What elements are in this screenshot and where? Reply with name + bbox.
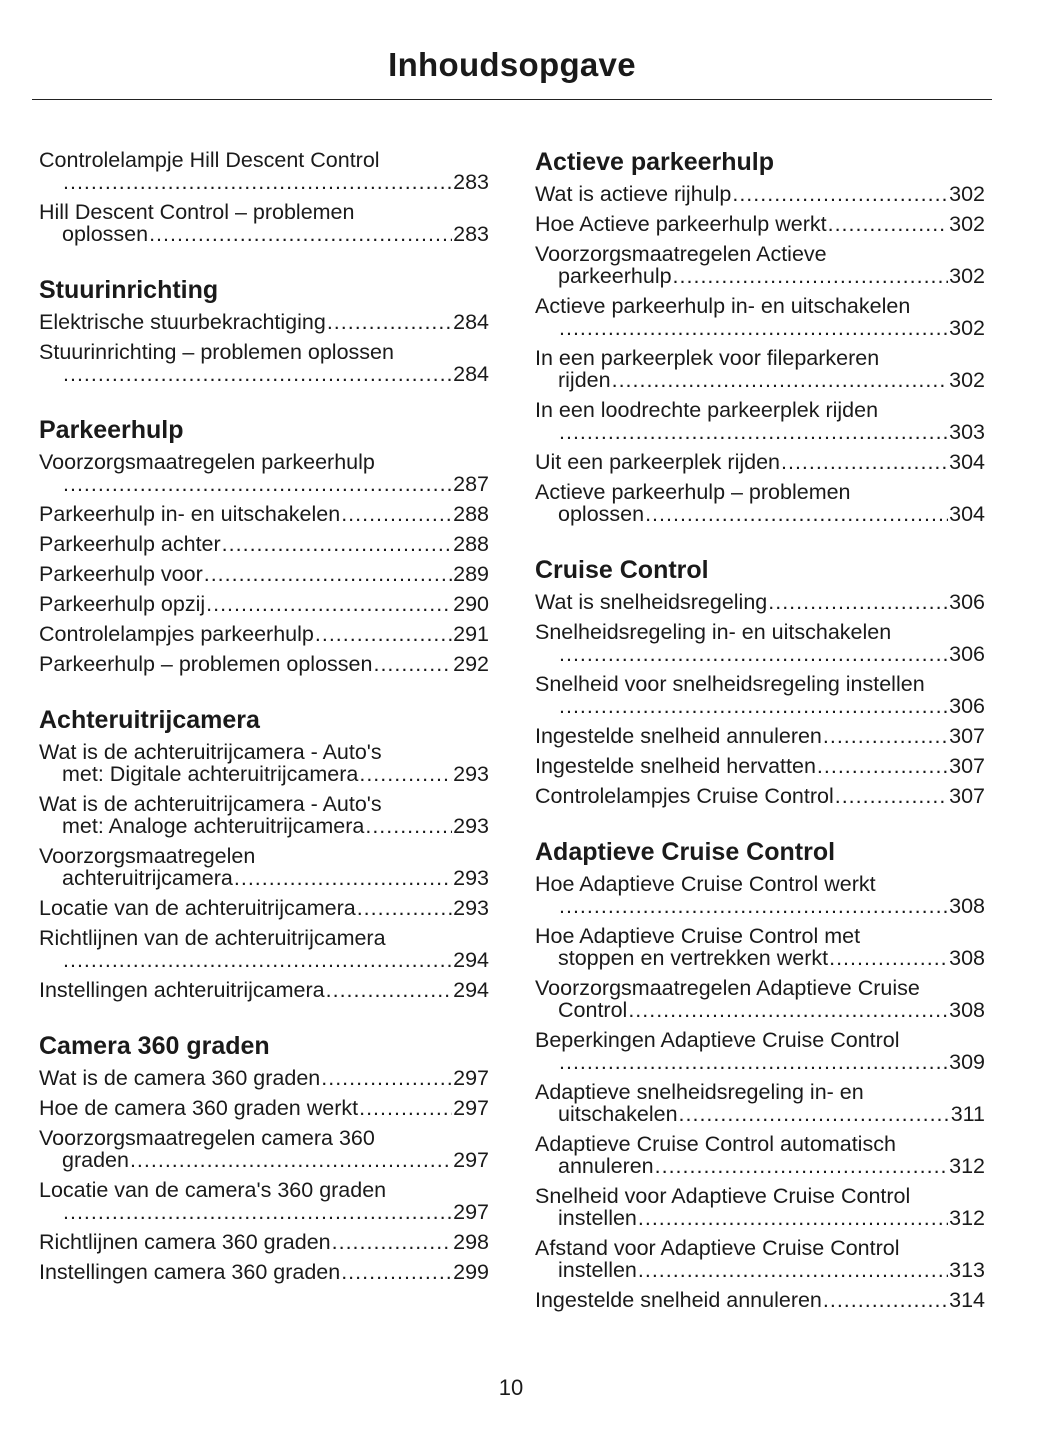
entry-title: Hoe Adaptieve Cruise Control werkt <box>535 872 876 896</box>
entry-title: Parkeerhulp opzij <box>39 592 206 616</box>
entry-line <box>39 923 489 950</box>
dot-leader <box>823 721 948 751</box>
toc-section <box>39 413 489 679</box>
entry-page: 312 <box>949 1206 985 1230</box>
toc-entry[interactable] <box>535 973 985 1025</box>
entry-line-continued <box>39 1197 489 1227</box>
entry-page: 302 <box>949 316 985 340</box>
entry-line-continued <box>535 1099 985 1129</box>
dot-leader <box>204 559 452 589</box>
dot-leader <box>63 359 452 389</box>
entry-title: Wat is snelheidsregeling <box>535 590 768 614</box>
entry-page: 288 <box>453 532 489 556</box>
dot-leader <box>559 691 948 721</box>
entry-title-continued: Control <box>558 998 628 1022</box>
dot-leader <box>365 811 452 841</box>
toc-entry[interactable] <box>535 179 985 209</box>
entry-title: Wat is de camera 360 graden <box>39 1066 321 1090</box>
entry-line-continued <box>535 891 985 921</box>
entry-title-continued: achteruitrijcamera <box>62 866 233 890</box>
page-title: Inhoudsopgave <box>388 46 636 83</box>
toc-entry[interactable] <box>39 1257 489 1287</box>
entry-line <box>39 559 489 589</box>
entry-page: 304 <box>949 450 985 474</box>
entry-line <box>535 751 985 781</box>
entry-page: 288 <box>453 502 489 526</box>
entry-line-continued <box>39 1145 489 1175</box>
dot-leader <box>655 1151 948 1181</box>
entry-line <box>535 1285 985 1315</box>
dot-leader <box>835 781 948 811</box>
toc-entry[interactable] <box>39 789 489 841</box>
section-heading: Actieve parkeerhulp <box>535 148 774 176</box>
toc-section <box>39 1029 489 1287</box>
dot-leader <box>130 1145 452 1175</box>
entry-line-continued <box>535 691 985 721</box>
toc-entry[interactable] <box>39 841 489 893</box>
dot-leader <box>327 307 452 337</box>
entry-line <box>39 619 489 649</box>
entry-page: 306 <box>949 642 985 666</box>
toc-entry[interactable] <box>39 1123 489 1175</box>
toc-entry[interactable] <box>535 1077 985 1129</box>
entry-title: Voorzorgsmaatregelen parkeerhulp <box>39 450 375 474</box>
entry-page: 283 <box>453 170 489 194</box>
toc-section <box>535 145 985 529</box>
entry-page: 299 <box>453 1260 489 1284</box>
entry-title: Actieve parkeerhulp in- en uitschakelen <box>535 294 911 318</box>
entry-line <box>39 975 489 1005</box>
entry-line <box>535 1077 985 1104</box>
toc-entry[interactable] <box>535 239 985 291</box>
entry-title-continued: graden <box>62 1148 129 1172</box>
entry-title-continued: rijden <box>558 368 611 392</box>
entry-title: Ingestelde snelheid annuleren <box>535 724 822 748</box>
dot-leader <box>638 1255 948 1285</box>
dot-leader <box>679 1099 950 1129</box>
dot-leader <box>341 1257 452 1287</box>
dot-leader <box>357 893 452 923</box>
entry-line <box>39 197 489 224</box>
toc-entry[interactable] <box>535 921 985 973</box>
entry-line <box>39 1123 489 1150</box>
entry-title: Locatie van de achteruitrijcamera <box>39 896 356 920</box>
entry-title: Hoe Actieve parkeerhulp werkt <box>535 212 827 236</box>
entry-page: 297 <box>453 1096 489 1120</box>
entry-page: 307 <box>949 754 985 778</box>
entry-line-continued <box>535 943 985 973</box>
entry-title: Hill Descent Control – problemen <box>39 200 355 224</box>
dot-leader <box>222 529 452 559</box>
entry-line <box>535 239 985 266</box>
entry-page: 294 <box>453 978 489 1002</box>
toc-entry[interactable] <box>39 1175 489 1227</box>
entry-page: 308 <box>949 998 985 1022</box>
toc-entry[interactable] <box>535 209 985 239</box>
dot-leader <box>628 995 948 1025</box>
dot-leader <box>149 219 452 249</box>
dot-leader <box>559 891 948 921</box>
entry-line <box>39 1063 489 1093</box>
dot-leader <box>559 313 948 343</box>
entry-line <box>39 529 489 559</box>
entry-line-continued <box>535 639 985 669</box>
entry-page: 293 <box>453 866 489 890</box>
toc-entry[interactable] <box>535 617 985 669</box>
toc-entry[interactable] <box>39 559 489 589</box>
entry-title-continued: instellen <box>558 1206 637 1230</box>
toc-entry[interactable] <box>535 869 985 921</box>
entry-page: 302 <box>949 368 985 392</box>
dot-leader <box>559 417 948 447</box>
toc-entry[interactable] <box>535 1285 985 1315</box>
toc-entry[interactable] <box>535 751 985 781</box>
toc-entry[interactable] <box>535 587 985 617</box>
toc-entry[interactable] <box>535 291 985 343</box>
entry-title: Instellingen achteruitrijcamera <box>39 978 325 1002</box>
entry-page: 302 <box>949 182 985 206</box>
toc-entry[interactable] <box>39 197 489 249</box>
entry-line-continued <box>535 261 985 291</box>
entry-title: Wat is de achteruitrijcamera - Auto's <box>39 740 382 764</box>
dot-leader <box>828 209 949 239</box>
dot-leader <box>781 447 948 477</box>
toc-entry[interactable] <box>39 923 489 975</box>
entry-page: 311 <box>950 1102 985 1126</box>
entry-line-continued <box>535 417 985 447</box>
entry-page: 308 <box>949 946 985 970</box>
entry-line <box>39 307 489 337</box>
entry-line <box>535 343 985 370</box>
entry-title: Richtlijnen van de achteruitrijcamera <box>39 926 386 950</box>
entry-title: Stuurinrichting – problemen oplossen <box>39 340 394 364</box>
section-heading: Adaptieve Cruise Control <box>535 838 836 866</box>
entry-title-continued: annuleren <box>558 1154 654 1178</box>
dot-leader <box>817 751 948 781</box>
entry-title-continued: met: Analoge achteruitrijcamera <box>62 814 365 838</box>
toc-entry[interactable] <box>39 529 489 559</box>
entry-line-continued <box>535 499 985 529</box>
entry-line <box>39 1257 489 1287</box>
entry-title: Controlelampjes parkeerhulp <box>39 622 314 646</box>
toc-entry[interactable] <box>535 447 985 477</box>
entry-line-continued <box>39 811 489 841</box>
toc-entry[interactable] <box>535 781 985 811</box>
entry-line <box>535 291 985 318</box>
entry-title: Elektrische stuurbekrachtiging <box>39 310 326 334</box>
toc-entry[interactable] <box>535 477 985 529</box>
entry-line <box>535 395 985 422</box>
entry-title: Parkeerhulp voor <box>39 562 203 586</box>
entry-line <box>39 1175 489 1202</box>
entry-line <box>535 209 985 239</box>
entry-page: 308 <box>949 894 985 918</box>
entry-title: Actieve parkeerhulp – problemen <box>535 480 851 504</box>
entry-line <box>39 1227 489 1257</box>
entry-title: Parkeerhulp achter <box>39 532 221 556</box>
entry-line-continued <box>535 1047 985 1077</box>
dot-leader <box>559 1047 948 1077</box>
dot-leader <box>768 587 948 617</box>
toc-entry[interactable] <box>535 1233 985 1285</box>
entry-title: Controlelampje Hill Descent Control <box>39 148 380 172</box>
entry-line <box>535 869 985 896</box>
entry-page: 293 <box>453 762 489 786</box>
entry-title: Instellingen camera 360 graden <box>39 1260 341 1284</box>
entry-line <box>39 737 489 764</box>
entry-line <box>39 447 489 474</box>
entry-page: 302 <box>949 264 985 288</box>
entry-title: Wat is actieve rijhulp <box>535 182 732 206</box>
dot-leader <box>315 619 452 649</box>
entry-title: Adaptieve Cruise Control automatisch <box>535 1132 896 1156</box>
dot-leader <box>559 639 948 669</box>
entry-page: 297 <box>453 1148 489 1172</box>
entry-line <box>535 921 985 948</box>
toc-entry[interactable] <box>39 307 489 337</box>
entry-title: Afstand voor Adaptieve Cruise Control <box>535 1236 900 1260</box>
dot-leader <box>63 1197 452 1227</box>
entry-page: 297 <box>453 1200 489 1224</box>
entry-line <box>39 145 489 172</box>
toc-entry[interactable] <box>535 669 985 721</box>
title-divider <box>32 99 992 100</box>
entry-line-continued <box>39 945 489 975</box>
toc-entry[interactable] <box>535 1129 985 1181</box>
entry-page: 291 <box>453 622 489 646</box>
entry-title: Snelheidsregeling in- en uitschakelen <box>535 620 892 644</box>
entry-page: 306 <box>949 694 985 718</box>
entry-title: Parkeerhulp in- en uitschakelen <box>39 502 341 526</box>
entry-title: Hoe Adaptieve Cruise Control met <box>535 924 861 948</box>
entry-title-continued: oplossen <box>62 222 149 246</box>
toc-entry[interactable] <box>535 395 985 447</box>
entry-title: Wat is de achteruitrijcamera - Auto's <box>39 792 382 816</box>
entry-line <box>535 179 985 209</box>
entry-page: 304 <box>949 502 985 526</box>
toc-entry[interactable] <box>39 737 489 789</box>
entry-page: 287 <box>453 472 489 496</box>
entry-page: 312 <box>949 1154 985 1178</box>
entry-line-continued <box>39 759 489 789</box>
dot-leader <box>63 945 452 975</box>
toc-section <box>535 835 985 1315</box>
dot-leader <box>359 1093 452 1123</box>
entry-line <box>535 669 985 696</box>
entry-title: Beperkingen Adaptieve Cruise Control <box>535 1028 900 1052</box>
toc-entry[interactable] <box>39 619 489 649</box>
toc-entry[interactable] <box>39 1227 489 1257</box>
entry-title: In een loodrechte parkeerplek rijden <box>535 398 879 422</box>
entry-page: 297 <box>453 1066 489 1090</box>
page-number: 10 <box>498 1375 524 1400</box>
entry-line <box>535 1129 985 1156</box>
entry-title-continued: parkeerhulp <box>558 264 672 288</box>
entry-line <box>39 1093 489 1123</box>
dot-leader <box>326 975 453 1005</box>
entry-title: Adaptieve snelheidsregeling in- en <box>535 1080 864 1104</box>
dot-leader <box>341 499 452 529</box>
dot-leader <box>234 863 452 893</box>
entry-title-continued: met: Digitale achteruitrijcamera <box>62 762 359 786</box>
dot-leader <box>823 1285 948 1315</box>
toc-entry[interactable] <box>39 499 489 529</box>
toc-entry[interactable] <box>39 893 489 923</box>
dot-leader <box>638 1203 948 1233</box>
entry-line <box>535 587 985 617</box>
entry-page: 314 <box>949 1288 985 1312</box>
entry-page: 307 <box>949 784 985 808</box>
entry-title: Parkeerhulp – problemen oplossen <box>39 652 373 676</box>
section-heading: Achteruitrijcamera <box>39 706 260 734</box>
dot-leader <box>645 499 948 529</box>
entry-page: 290 <box>453 592 489 616</box>
entry-title: Uit een parkeerplek rijden <box>535 450 780 474</box>
toc-section <box>535 553 985 811</box>
entry-title-continued: oplossen <box>558 502 645 526</box>
entry-line-continued <box>39 219 489 249</box>
entry-line <box>535 781 985 811</box>
dot-leader <box>332 1227 453 1257</box>
entry-page: 303 <box>949 420 985 444</box>
entry-line <box>39 789 489 816</box>
entry-page: 306 <box>949 590 985 614</box>
dot-leader <box>673 261 949 291</box>
dot-leader <box>732 179 948 209</box>
toc-entry[interactable] <box>39 145 489 197</box>
entry-line <box>535 721 985 751</box>
toc-entry[interactable] <box>39 447 489 499</box>
entry-line <box>535 617 985 644</box>
dot-leader <box>829 943 948 973</box>
toc-entry[interactable] <box>535 1025 985 1077</box>
toc-section <box>39 703 489 1005</box>
entry-line <box>535 1181 985 1208</box>
entry-line <box>535 1233 985 1260</box>
entry-title: Hoe de camera 360 graden werkt <box>39 1096 359 1120</box>
entry-title: Snelheid voor Adaptieve Cruise Control <box>535 1184 911 1208</box>
toc-entry[interactable] <box>535 343 985 395</box>
entry-line <box>39 337 489 364</box>
entry-line <box>535 477 985 504</box>
entry-title: Ingestelde snelheid hervatten <box>535 754 816 778</box>
entry-line-continued <box>535 313 985 343</box>
entry-page: 302 <box>949 212 985 236</box>
section-heading: Stuurinrichting <box>39 276 219 304</box>
entry-title: Voorzorgsmaatregelen Adaptieve Cruise <box>535 976 920 1000</box>
entry-title: Locatie van de camera's 360 graden <box>39 1178 387 1202</box>
entry-title: Controlelampjes Cruise Control <box>535 784 834 808</box>
entry-line-continued <box>39 359 489 389</box>
entry-page: 309 <box>949 1050 985 1074</box>
toc-section <box>39 273 489 389</box>
entry-line-continued <box>535 995 985 1025</box>
toc-entry[interactable] <box>39 649 489 679</box>
entry-line <box>39 841 489 868</box>
toc-section <box>39 145 489 249</box>
entry-title-continued: stoppen en vertrekken werkt <box>558 946 829 970</box>
entry-line <box>39 649 489 679</box>
entry-page: 293 <box>453 896 489 920</box>
entry-title-continued: instellen <box>558 1258 637 1282</box>
toc-entry[interactable] <box>39 337 489 389</box>
entry-page: 284 <box>453 362 489 386</box>
toc-entry[interactable] <box>39 1063 489 1093</box>
entry-line <box>39 499 489 529</box>
entry-page: 293 <box>453 814 489 838</box>
entry-line-continued <box>535 1255 985 1285</box>
dot-leader <box>206 589 452 619</box>
entry-page: 292 <box>453 652 489 676</box>
toc-entry[interactable] <box>535 1181 985 1233</box>
entry-page: 298 <box>453 1230 489 1254</box>
entry-title: Voorzorgsmaatregelen <box>39 844 256 868</box>
entry-line-continued <box>535 1203 985 1233</box>
entry-line <box>39 893 489 923</box>
entry-title: In een parkeerplek voor fileparkeren <box>535 346 880 370</box>
toc-entry[interactable] <box>39 589 489 619</box>
entry-title: Snelheid voor snelheidsregeling instellen <box>535 672 925 696</box>
toc-entry[interactable] <box>39 975 489 1005</box>
entry-page: 307 <box>949 724 985 748</box>
section-heading: Parkeerhulp <box>39 416 184 444</box>
entry-title: Voorzorgsmaatregelen camera 360 <box>39 1126 375 1150</box>
entry-line-continued <box>39 167 489 197</box>
entry-page: 294 <box>453 948 489 972</box>
toc-right-column <box>535 145 985 1315</box>
dot-leader <box>321 1063 452 1093</box>
dot-leader <box>373 649 452 679</box>
entry-page: 289 <box>453 562 489 586</box>
toc-entry[interactable] <box>39 1093 489 1123</box>
entry-line-continued <box>535 1151 985 1181</box>
entry-line <box>39 589 489 619</box>
toc-entry[interactable] <box>535 721 985 751</box>
toc-left-column <box>39 145 489 1287</box>
entry-page: 283 <box>453 222 489 246</box>
entry-line <box>535 1025 985 1052</box>
entry-line <box>535 447 985 477</box>
dot-leader <box>63 167 452 197</box>
entry-line-continued <box>39 863 489 893</box>
entry-line-continued <box>39 469 489 499</box>
entry-title-continued: uitschakelen <box>558 1102 678 1126</box>
dot-leader <box>63 469 452 499</box>
entry-title: Ingestelde snelheid annuleren <box>535 1288 822 1312</box>
dot-leader <box>359 759 452 789</box>
dot-leader <box>612 365 949 395</box>
section-heading: Cruise Control <box>535 556 709 584</box>
entry-title: Voorzorgsmaatregelen Actieve <box>535 242 827 266</box>
section-heading: Camera 360 graden <box>39 1032 270 1060</box>
entry-page: 284 <box>453 310 489 334</box>
entry-line <box>535 973 985 1000</box>
entry-title: Richtlijnen camera 360 graden <box>39 1230 331 1254</box>
entry-line-continued <box>535 365 985 395</box>
entry-page: 313 <box>949 1258 985 1282</box>
